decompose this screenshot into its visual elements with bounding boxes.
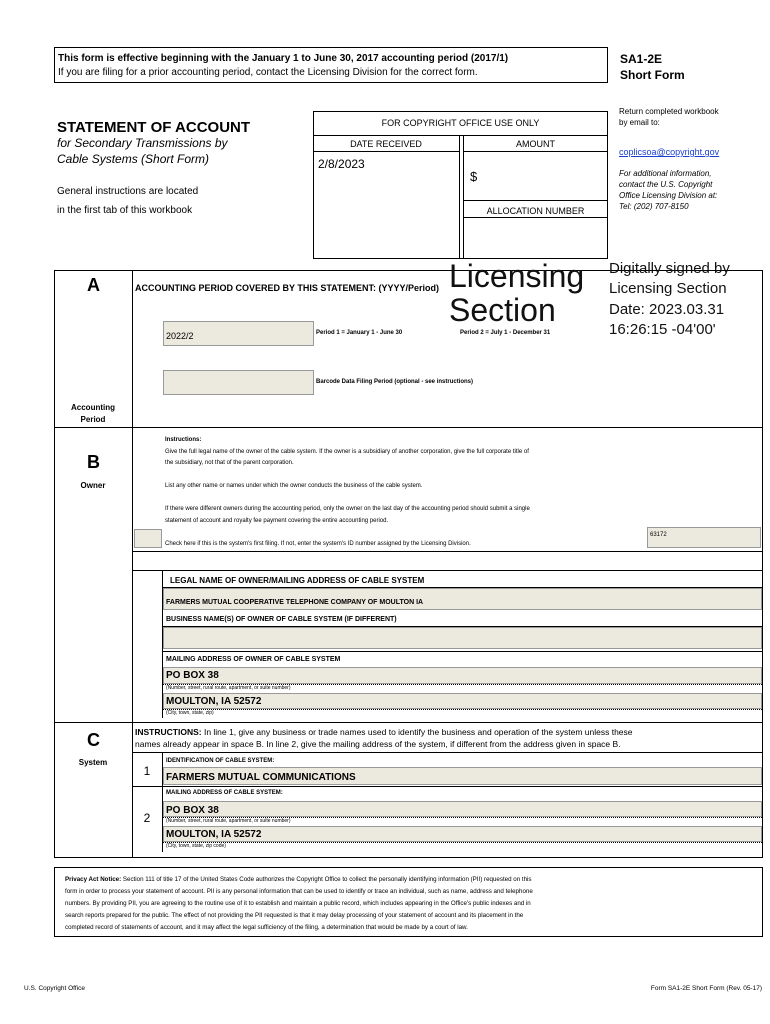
section-b-letter: B: [87, 452, 100, 472]
first-filing-label: Check here if this is the system's first filing. If not, enter the system's ID number assigned by the Licensing Division.: [165, 541, 471, 547]
signature-name-line-2: Section: [449, 291, 556, 328]
additional-info-1: For additional information,: [619, 169, 712, 178]
form-subtitle-1: for Secondary Transmissions by: [57, 136, 228, 150]
system-id-value: 63172: [650, 532, 667, 538]
owner-address-2-value: MOULTON, IA 52572: [166, 696, 262, 707]
owner-address-1-field[interactable]: [163, 667, 762, 684]
date-received-label: DATE RECEIVED: [350, 139, 422, 149]
privacy-line-5: completed record of statements of account, and it may affect the legal sufficiency of the filing, a determination that would be made by a court of law.: [65, 924, 468, 931]
system-line-2-number: 2: [143, 811, 151, 825]
signature-details: [609, 259, 759, 340]
signature-line-4: 16:26:15 -04'00': [609, 320, 716, 338]
section-c-letter: C: [87, 730, 100, 750]
effective-notice: This form is effective beginning with the January 1 to June 30, 2017 accounting period (2017/1): [58, 53, 509, 64]
system-address-1-value: PO BOX 38: [166, 805, 219, 816]
form-code: SA1-2E: [620, 52, 663, 66]
signature-line-3: Date: 2023.03.31: [609, 300, 725, 318]
signature-line-2: Licensing Section: [609, 280, 727, 298]
first-filing-checkbox[interactable]: [134, 529, 162, 548]
system-address-2-caption: (City, town, state, zip code): [166, 843, 226, 849]
accounting-period-heading: ACCOUNTING PERIOD COVERED BY THIS STATEMENT: (YYYY/Period): [135, 283, 440, 293]
form-title: STATEMENT OF ACCOUNT: [57, 119, 251, 136]
system-ident-label: IDENTIFICATION OF CABLE SYSTEM:: [166, 758, 275, 764]
signature-name: [449, 260, 599, 327]
accounting-period-value: 2022/2: [166, 331, 194, 341]
period-1-note: Period 1 = January 1 - June 30: [316, 330, 403, 336]
amount-label: AMOUNT: [516, 139, 555, 149]
section-c-label: System: [78, 758, 108, 767]
date-received-value: 2/8/2023: [318, 157, 365, 171]
section-c-instructions-1: In line 1, give any business or trade names used to identify the business and operation of the system unless these: [201, 727, 633, 737]
privacy-notice: [65, 874, 755, 934]
general-instructions-1: General instructions are located: [57, 186, 199, 197]
legal-name-label: LEGAL NAME OF OWNER/MAILING ADDRESS OF CABLE SYSTEM: [170, 576, 425, 585]
form-type: Short Form: [620, 68, 685, 82]
owner-address-2-caption: (City, town, state, zip): [166, 710, 214, 716]
privacy-notice-bold: Privacy Act Notice:: [65, 876, 122, 883]
legal-name-value: FARMERS MUTUAL COOPERATIVE TELEPHONE COMPANY OF MOULTON IA: [166, 599, 424, 606]
section-b-instructions-title: Instructions:: [165, 437, 202, 443]
section-c-instructions-bold: INSTRUCTIONS:: [135, 727, 202, 737]
owner-address-1-caption: (Number, street, rural route, apartment, or suite number): [166, 685, 291, 691]
system-ident-value: FARMERS MUTUAL COMMUNICATIONS: [166, 772, 356, 783]
allocation-number-label: ALLOCATION NUMBER: [486, 206, 585, 216]
privacy-line-2: form in order to process your statement of account. PII is any personal information that can be used to identify or trace an individual, such as name, address and telephone: [65, 888, 533, 895]
return-line-2: by email to:: [619, 118, 660, 127]
privacy-line-1: Section 111 of title 17 of the United States Code authorizes the Copyright Office to collect the personally identifying information (PII) requested on this: [121, 876, 532, 883]
section-a-label-2: Period: [80, 415, 106, 424]
owner-address-1-value: PO BOX 38: [166, 670, 219, 681]
section-b-instruction-3b: statement of account and royalty fee payment covering the entire accounting period.: [165, 518, 389, 524]
owner-mailing-label: MAILING ADDRESS OF OWNER OF CABLE SYSTEM: [166, 656, 341, 663]
section-b-label: Owner: [80, 481, 106, 490]
barcode-period-label: Barcode Data Filing Period (optional - see instructions): [316, 379, 474, 385]
privacy-line-3: numbers. By providing PII, you are agreeing to the routine use of it to establish and maintain a public record, which includes appearing in the Office's public indexes and in: [65, 900, 531, 907]
return-line-1: Return completed workbook: [619, 107, 719, 116]
barcode-period-field[interactable]: [163, 370, 314, 395]
system-mailing-label: MAILING ADDRESS OF CABLE SYSTEM:: [166, 790, 283, 796]
footer-left: U.S. Copyright Office: [24, 985, 85, 992]
section-b-instruction-2: List any other name or names under which the owner conducts the business of the cable system.: [165, 483, 423, 489]
business-names-field[interactable]: [163, 627, 762, 649]
section-c-instructions-2: names already appear in space B. In line 2, give the mailing address of the system, if different from the address given in space B.: [135, 739, 621, 749]
system-address-1-caption: (Number, street, rural route, apartment, or suite number): [166, 818, 291, 824]
section-b-instruction-1b: the subsidiary, not that of the parent corporation.: [165, 460, 294, 466]
additional-info-2: contact the U.S. Copyright: [619, 180, 713, 189]
additional-info-3: Office Licensing Division at:: [619, 191, 718, 200]
system-address-1-field[interactable]: [163, 801, 762, 817]
system-address-2-value: MOULTON, IA 52572: [166, 829, 262, 840]
section-b-instruction-3: If there were different owners during the accounting period, only the owner on the last day of the accounting period should submit a single: [165, 506, 530, 512]
section-a-label-1: Accounting: [71, 403, 115, 412]
system-line-1-number: 1: [143, 764, 151, 778]
section-c-instructions: [135, 727, 760, 737]
privacy-line-4: search reports prepared for the public. The effect of not providing the PII requested is that it may delay processing of your statement of account and its placement in the: [65, 912, 524, 919]
signature-name-line-1: Licensing: [449, 258, 585, 294]
prior-period-notice: If you are filing for a prior accounting period, contact the Licensing Division for the correct form.: [58, 67, 478, 78]
office-use-header: FOR COPYRIGHT OFFICE USE ONLY: [381, 118, 540, 128]
form-subtitle-2: Cable Systems (Short Form): [57, 152, 210, 166]
general-instructions-2: in the first tab of this workbook: [57, 205, 193, 216]
office-use-box: [313, 111, 608, 259]
signature-line-1: Digitally signed by: [609, 260, 730, 277]
section-a-letter: A: [87, 275, 100, 295]
return-email-link[interactable]: coplicsoa@copyright.gov: [619, 147, 720, 157]
footer-right: Form SA1-2E Short Form (Rev. 05-17): [650, 985, 762, 992]
telephone: Tel: (202) 707-8150: [619, 202, 689, 211]
section-b-instruction-1: Give the full legal name of the owner of the cable system. If the owner is a subsidiary of another corporation, give the full corporate title of: [165, 449, 529, 455]
period-2-note: Period 2 = July 1 - December 31: [460, 330, 551, 336]
amount-value: $: [470, 169, 478, 184]
business-names-label: BUSINESS NAME(S) OF OWNER OF CABLE SYSTEM (IF DIFFERENT): [166, 616, 397, 623]
